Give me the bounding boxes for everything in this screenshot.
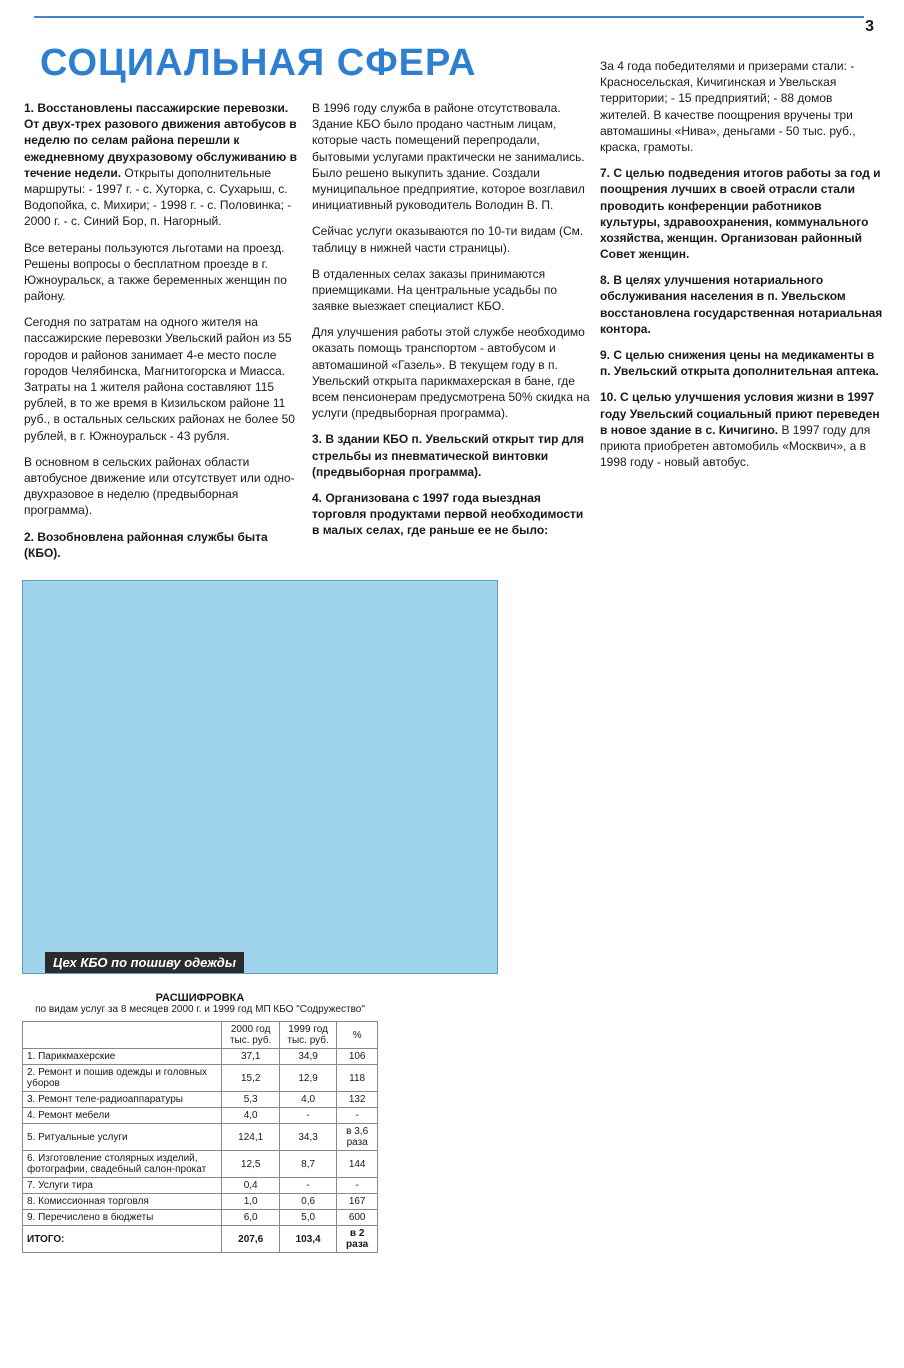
- table-cell: 6. Изготовление столярных изделий, фотографии, свадебный салон-прокат: [23, 1151, 222, 1178]
- table-cell: в 3,6 раза: [337, 1124, 378, 1151]
- paragraph: [312, 266, 590, 315]
- table-cell: 7. Услуги тира: [23, 1178, 222, 1194]
- table-cell: 8. Комиссионная торговля: [23, 1194, 222, 1210]
- table-cell: 34,3: [279, 1124, 336, 1151]
- table-cell: 118: [337, 1065, 378, 1092]
- paragraph: [312, 100, 590, 213]
- paragraph-text: Сегодня по затратам на одного жителя на пассажирские перевозки Увельский район из 55 городов и районов занимает 4-е место после городов Челябинска, Магнитогорска и Миасса. Затраты на 1 жителя района составляют 115 рублей, в то же время в Кизильском районе 11 руб., в остальных сельских районах не более 50 рублей, в г. Южноуральск - 43 рубля.: [24, 315, 295, 443]
- table-cell: 12,9: [279, 1065, 336, 1092]
- services-table: [22, 1021, 378, 1253]
- table-cell: 34,9: [279, 1049, 336, 1065]
- table-cell: 4. Ремонт мебели: [23, 1108, 222, 1124]
- table-cell: -: [337, 1108, 378, 1124]
- paragraph-lead: 9. С целью снижения цены на медикаменты в п. Увельский открыта дополнительная аптека.: [600, 348, 879, 379]
- table-row: [23, 1194, 378, 1210]
- table-cell: 0,6: [279, 1194, 336, 1210]
- page-frame-line: [34, 16, 864, 18]
- paragraph-text: В 1996 году служба в районе отсутствовала. Здание КБО было продано частным лицам, которые часть помещений перепродали, бытовыми услугами практически не занимались. Было решено выкупить здание. Создали муниципальное предприятие, которое возглавил инициативный руководитель Володин В. П.: [312, 101, 585, 213]
- paragraph-text: Для улучшения работы этой службе необходимо оказать помощь транспортом - автобусом и автомашиной «Газель». В текущем году в п. Увельский открыта парикмахерская в бане, где всем пенсионерам предусмотрена 50% скидка на услуги (предвыборная программа).: [312, 325, 590, 421]
- paragraph: [312, 324, 590, 421]
- table-cell: 0,4: [222, 1178, 279, 1194]
- table-cell: 5,0: [279, 1210, 336, 1226]
- table-header-cell: 1999 год тыс. руб.: [279, 1022, 336, 1049]
- table-cell: 4,0: [222, 1108, 279, 1124]
- table-cell: 2. Ремонт и пошив одежды и головных уборов: [23, 1065, 222, 1092]
- table-cell: 106: [337, 1049, 378, 1065]
- table-cell: в 2 раза: [337, 1226, 378, 1253]
- photo-caption: Цех КБО по пошиву одежды: [45, 952, 244, 973]
- table-title: РАСШИФРОВКА: [155, 992, 245, 1004]
- paragraph: [24, 529, 302, 561]
- table-header-row: [23, 1022, 378, 1049]
- paragraph: [600, 165, 884, 262]
- table-row: [23, 1092, 378, 1108]
- paragraph: [24, 314, 302, 444]
- table-header-cell: [23, 1022, 222, 1049]
- table-cell: 103,4: [279, 1226, 336, 1253]
- table-cell: 207,6: [222, 1226, 279, 1253]
- paragraph-lead: 2. Возобновлена районная службы быта (КБО).: [24, 529, 268, 560]
- paragraph-text: Открыты дополнительные маршруты: - 1997 г. - с. Хуторка, с. Сухарыш, с. Водопойка, с. Михири; - 1998 г. - с. Половинка; - 2000 г. - с. Синий Бор, п. Нагорный.: [24, 165, 292, 229]
- table-cell: 9. Перечислено в бюджеты: [23, 1210, 222, 1226]
- table-row: [23, 1049, 378, 1065]
- page-heading: СОЦИАЛЬНАЯ СФЕРА: [40, 42, 477, 84]
- paragraph-lead: 8. В целях улучшения нотариального обслуживания населения в п. Увельском восстановлена государственная нотариальная контора.: [600, 273, 883, 336]
- services-table-block: [22, 992, 378, 1253]
- table-row: [23, 1108, 378, 1124]
- paragraph: [600, 58, 884, 155]
- table-cell: 1. Парикмахерские: [23, 1049, 222, 1065]
- paragraph: [312, 431, 590, 480]
- paragraph-text: За 4 года победителями и призерами стали: - Красносельская, Кичигинская и Увельская территории; - 15 предприятий; - 88 домов жителей. В качестве поощрения вручены три автомашины «Нива», деньгами - 50 тыс. руб., краска, грамоты.: [600, 59, 856, 154]
- table-cell: 167: [337, 1194, 378, 1210]
- column-3: [600, 58, 884, 480]
- table-cell: 12,5: [222, 1151, 279, 1178]
- table-cell: 8,7: [279, 1151, 336, 1178]
- paragraph-text: В отдаленных селах заказы принимаются приемщиками. На центральные усадьбы по заявке выезжает специалист КБО.: [312, 266, 558, 314]
- table-cell: ИТОГО:: [23, 1226, 222, 1253]
- table-subtitle: по видам услуг за 8 месяцев 2000 г. и 1999 год МП КБО "Содружество": [35, 1004, 365, 1015]
- paragraph-text: В основном в сельских районах области автобусное движение или отсутствует или одно-двухразовое в неделю (предвыборная программа).: [24, 454, 295, 518]
- table-cell: 15,2: [222, 1065, 279, 1092]
- table-cell: 600: [337, 1210, 378, 1226]
- photo-sewing-workshop: [22, 580, 498, 974]
- table-cell: 6,0: [222, 1210, 279, 1226]
- paragraph-lead: 10. С целью улучшения условия жизни в 1997 году Увельский социальный приют переведен в новое здание в с. Кичигино.: [600, 390, 880, 437]
- column-1: [24, 100, 302, 571]
- paragraph: [24, 454, 302, 519]
- table-header-cell: %: [337, 1022, 378, 1049]
- page-number: 3: [865, 18, 874, 35]
- table-row: [23, 1178, 378, 1194]
- table-row: [23, 1065, 378, 1092]
- table-cell: 144: [337, 1151, 378, 1178]
- paragraph: [600, 347, 884, 379]
- column-2: [312, 100, 590, 549]
- table-row: [23, 1226, 378, 1253]
- table-row: [23, 1124, 378, 1151]
- table-cell: -: [337, 1178, 378, 1194]
- table-cell: 124,1: [222, 1124, 279, 1151]
- table-cell: 1,0: [222, 1194, 279, 1210]
- table-cell: 3. Ремонт теле-радиоаппаратуры: [23, 1092, 222, 1108]
- paragraph: [600, 272, 884, 337]
- table-cell: 5. Ритуальные услуги: [23, 1124, 222, 1151]
- table-header-cell: 2000 год тыс. руб.: [222, 1022, 279, 1049]
- table-cell: -: [279, 1108, 336, 1124]
- paragraph-text: Все ветераны пользуются льготами на проезд. Решены вопросы о бесплатном проезде в г. Южноуральск, а также беременных женщин по району.: [24, 240, 287, 304]
- paragraph-lead: 7. С целью подведения итогов работы за год и поощрения лучших в своей отрасли стали проводить конференции работников культуры, здравоохранения, коммунального хозяйства, женщин. Организован районный Совет женщин.: [600, 166, 881, 262]
- table-cell: 5,3: [222, 1092, 279, 1108]
- paragraph: [312, 223, 590, 255]
- paragraph-lead: 4. Организована с 1997 года выездная торговля продуктами первой необходимости в малых селах, где раньше ее не было:: [312, 490, 584, 538]
- paragraph-lead: 3. В здании КБО п. Увельский открыт тир для стрельбы из пневматической винтовки (предвыборная программа).: [312, 432, 584, 479]
- paragraph: [24, 240, 302, 305]
- table-row: [23, 1210, 378, 1226]
- paragraph-text: В 1997 году для приюта приобретен автомобиль «Москвич», а в 1998 году - новый автобус.: [600, 422, 871, 470]
- table-cell: 37,1: [222, 1049, 279, 1065]
- paragraph: [24, 100, 302, 230]
- paragraph-text: Сейчас услуги оказываются по 10-ти видам (См. таблицу в нижней части страницы).: [312, 224, 584, 255]
- paragraph: [312, 490, 590, 539]
- table-row: [23, 1151, 378, 1178]
- paragraph-lead: 1. Восстановлены пассажирские перевозки. От двух-трех разового движения автобусов в неделю по селам района перешли к ежедневному двухразовому обслуживанию в течение недели.: [24, 101, 297, 180]
- paragraph: [600, 389, 884, 470]
- table-cell: 4,0: [279, 1092, 336, 1108]
- table-cell: -: [279, 1178, 336, 1194]
- table-cell: 132: [337, 1092, 378, 1108]
